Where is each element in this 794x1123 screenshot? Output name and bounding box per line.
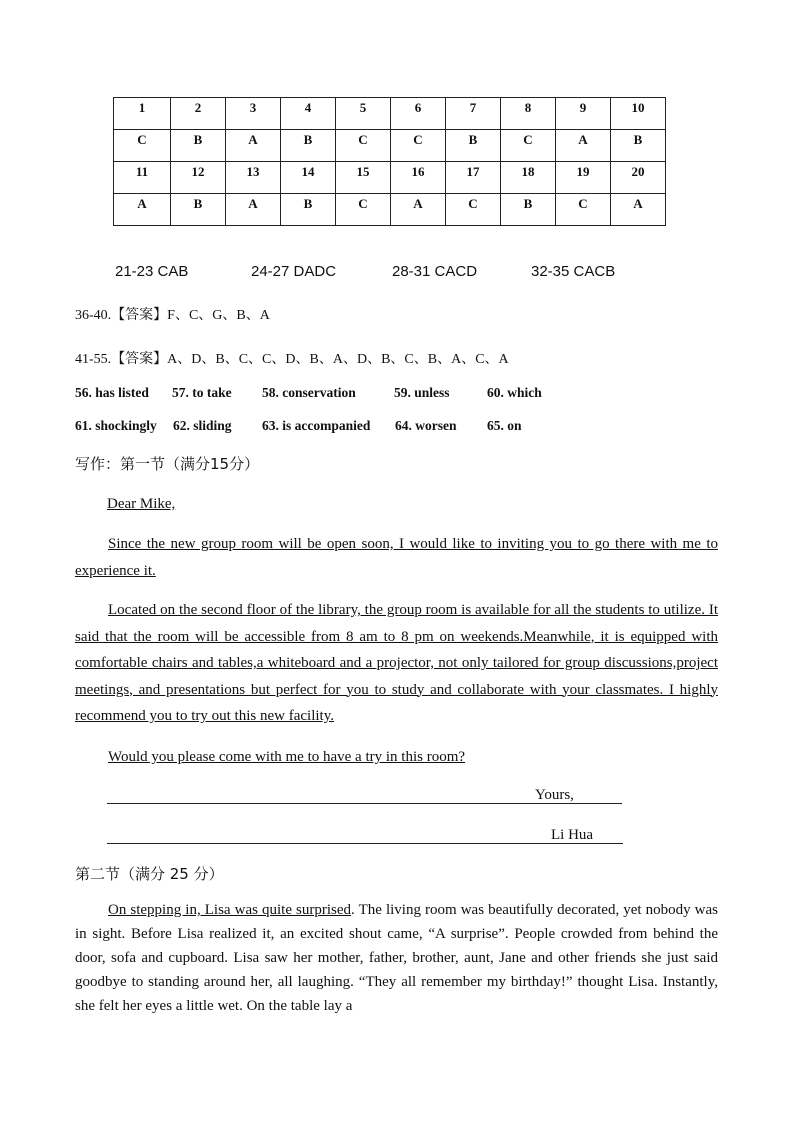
table-cell: B [171,130,226,162]
table-cell: C [336,130,391,162]
section-heading: 写作：第一节（满分15分） [75,455,260,473]
letter-salutation: Dear Mike, [107,496,176,512]
reading-answer: 28-31 CACD [392,263,478,280]
fill-answer: 62. sliding [173,418,232,433]
signature-line [107,843,623,844]
reading-answer: 32-35 CACB [531,263,616,280]
table-cell: 18 [501,162,556,194]
table-cell: B [501,194,556,226]
table-cell: 15 [336,162,391,194]
table-cell: C [556,194,611,226]
table-row [114,98,666,130]
reading-answer: 21-23 CAB [115,263,189,280]
table-cell: B [281,194,336,226]
table-cell: B [611,130,666,162]
table-cell: C [114,130,171,162]
table-cell: 16 [391,162,446,194]
table-cell: A [114,194,171,226]
table-cell: C [446,194,501,226]
table-cell: C [501,130,556,162]
letter-paragraph: Would you please come with me to have a try in this room? [108,749,466,765]
table-cell: C [391,130,446,162]
fill-answer: 57. to take [172,385,232,400]
table-cell: 7 [446,98,501,130]
table-cell: 2 [171,98,226,130]
table-cell: 13 [226,162,281,194]
table-cell: A [226,194,281,226]
fill-answer: 59. unless [394,385,450,400]
table-cell: 1 [114,98,171,130]
table-cell: A [611,194,666,226]
fill-answer: 60. which [487,385,542,400]
table-cell: 8 [501,98,556,130]
fill-answers-row-2 [0,418,794,438]
answer-table [113,97,666,226]
table-cell: 11 [114,162,171,194]
table-row [114,194,666,226]
table-cell: B [171,194,226,226]
story-paragraph [75,898,718,1018]
table-row [114,162,666,194]
fill-answers-row-1 [0,385,794,405]
table-cell: A [556,130,611,162]
table-cell: B [281,130,336,162]
table-cell: C [336,194,391,226]
table-cell: 12 [171,162,226,194]
table-cell: 3 [226,98,281,130]
table-cell: 17 [446,162,501,194]
table-cell: 20 [611,162,666,194]
fill-answer: 58. conservation [262,385,356,400]
story-underlined: On stepping in, Lisa was quite surprised [108,902,352,918]
table-cell: 9 [556,98,611,130]
letter-closing: Yours, [535,787,574,803]
table-cell: 10 [611,98,666,130]
table-cell: A [391,194,446,226]
table-cell: 14 [281,162,336,194]
fill-answer: 63. is accompanied [262,418,371,433]
answer-41-55: 41-55.【答案】A、D、B、C、C、D、B、A、D、B、C、B、A、C、A [75,352,509,367]
section-heading: 第二节（满分 25 分） [75,865,224,883]
table-cell: 5 [336,98,391,130]
fill-answer: 65. on [487,418,522,433]
story-text: . The living room was beautifully decorated, yet nobody was in sight. Before Lisa realized it, an excited shout came, “A surprise”. People crowded from behind the door, sofa and cupboard. Lisa saw her mother, father, brother, aunt, Jane and other friends she just said goodbye to standing around her, all laughing. “They all remember my birthday!” thought Lisa. Instantly, she felt her eyes a little wet. On the table lay a [75,902,719,1014]
table-cell: B [446,130,501,162]
letter-paragraph: Located on the second floor of the library, the group room is available for all the students to utilize. It said that the room will be accessible from 8 am to 8 pm on weekends.Meanwhile, it is equipped with comfortable chairs and tables,a whiteboard and a projector, not only tailored for group discussions,project meetings, and presentations but perfect for you to study and collaborate with your classmates. I highly recommend you to try out this new facility. [75,602,718,724]
reading-answer: 24-27 DADC [251,263,337,280]
letter-signature: Li Hua [551,827,594,843]
fill-answer: 61. shockingly [75,418,157,433]
table-cell: 6 [391,98,446,130]
table-cell: 19 [556,162,611,194]
answer-36-40: 36-40.【答案】F、C、G、B、A [75,308,270,323]
table-row [114,130,666,162]
table-cell: A [226,130,281,162]
table-cell: 4 [281,98,336,130]
letter-paragraph: Since the new group room will be open soon, I would like to inviting you to go there with me to experience it. [75,536,718,579]
fill-answer: 64. worsen [395,418,457,433]
fill-answer: 56. has listed [75,385,149,400]
